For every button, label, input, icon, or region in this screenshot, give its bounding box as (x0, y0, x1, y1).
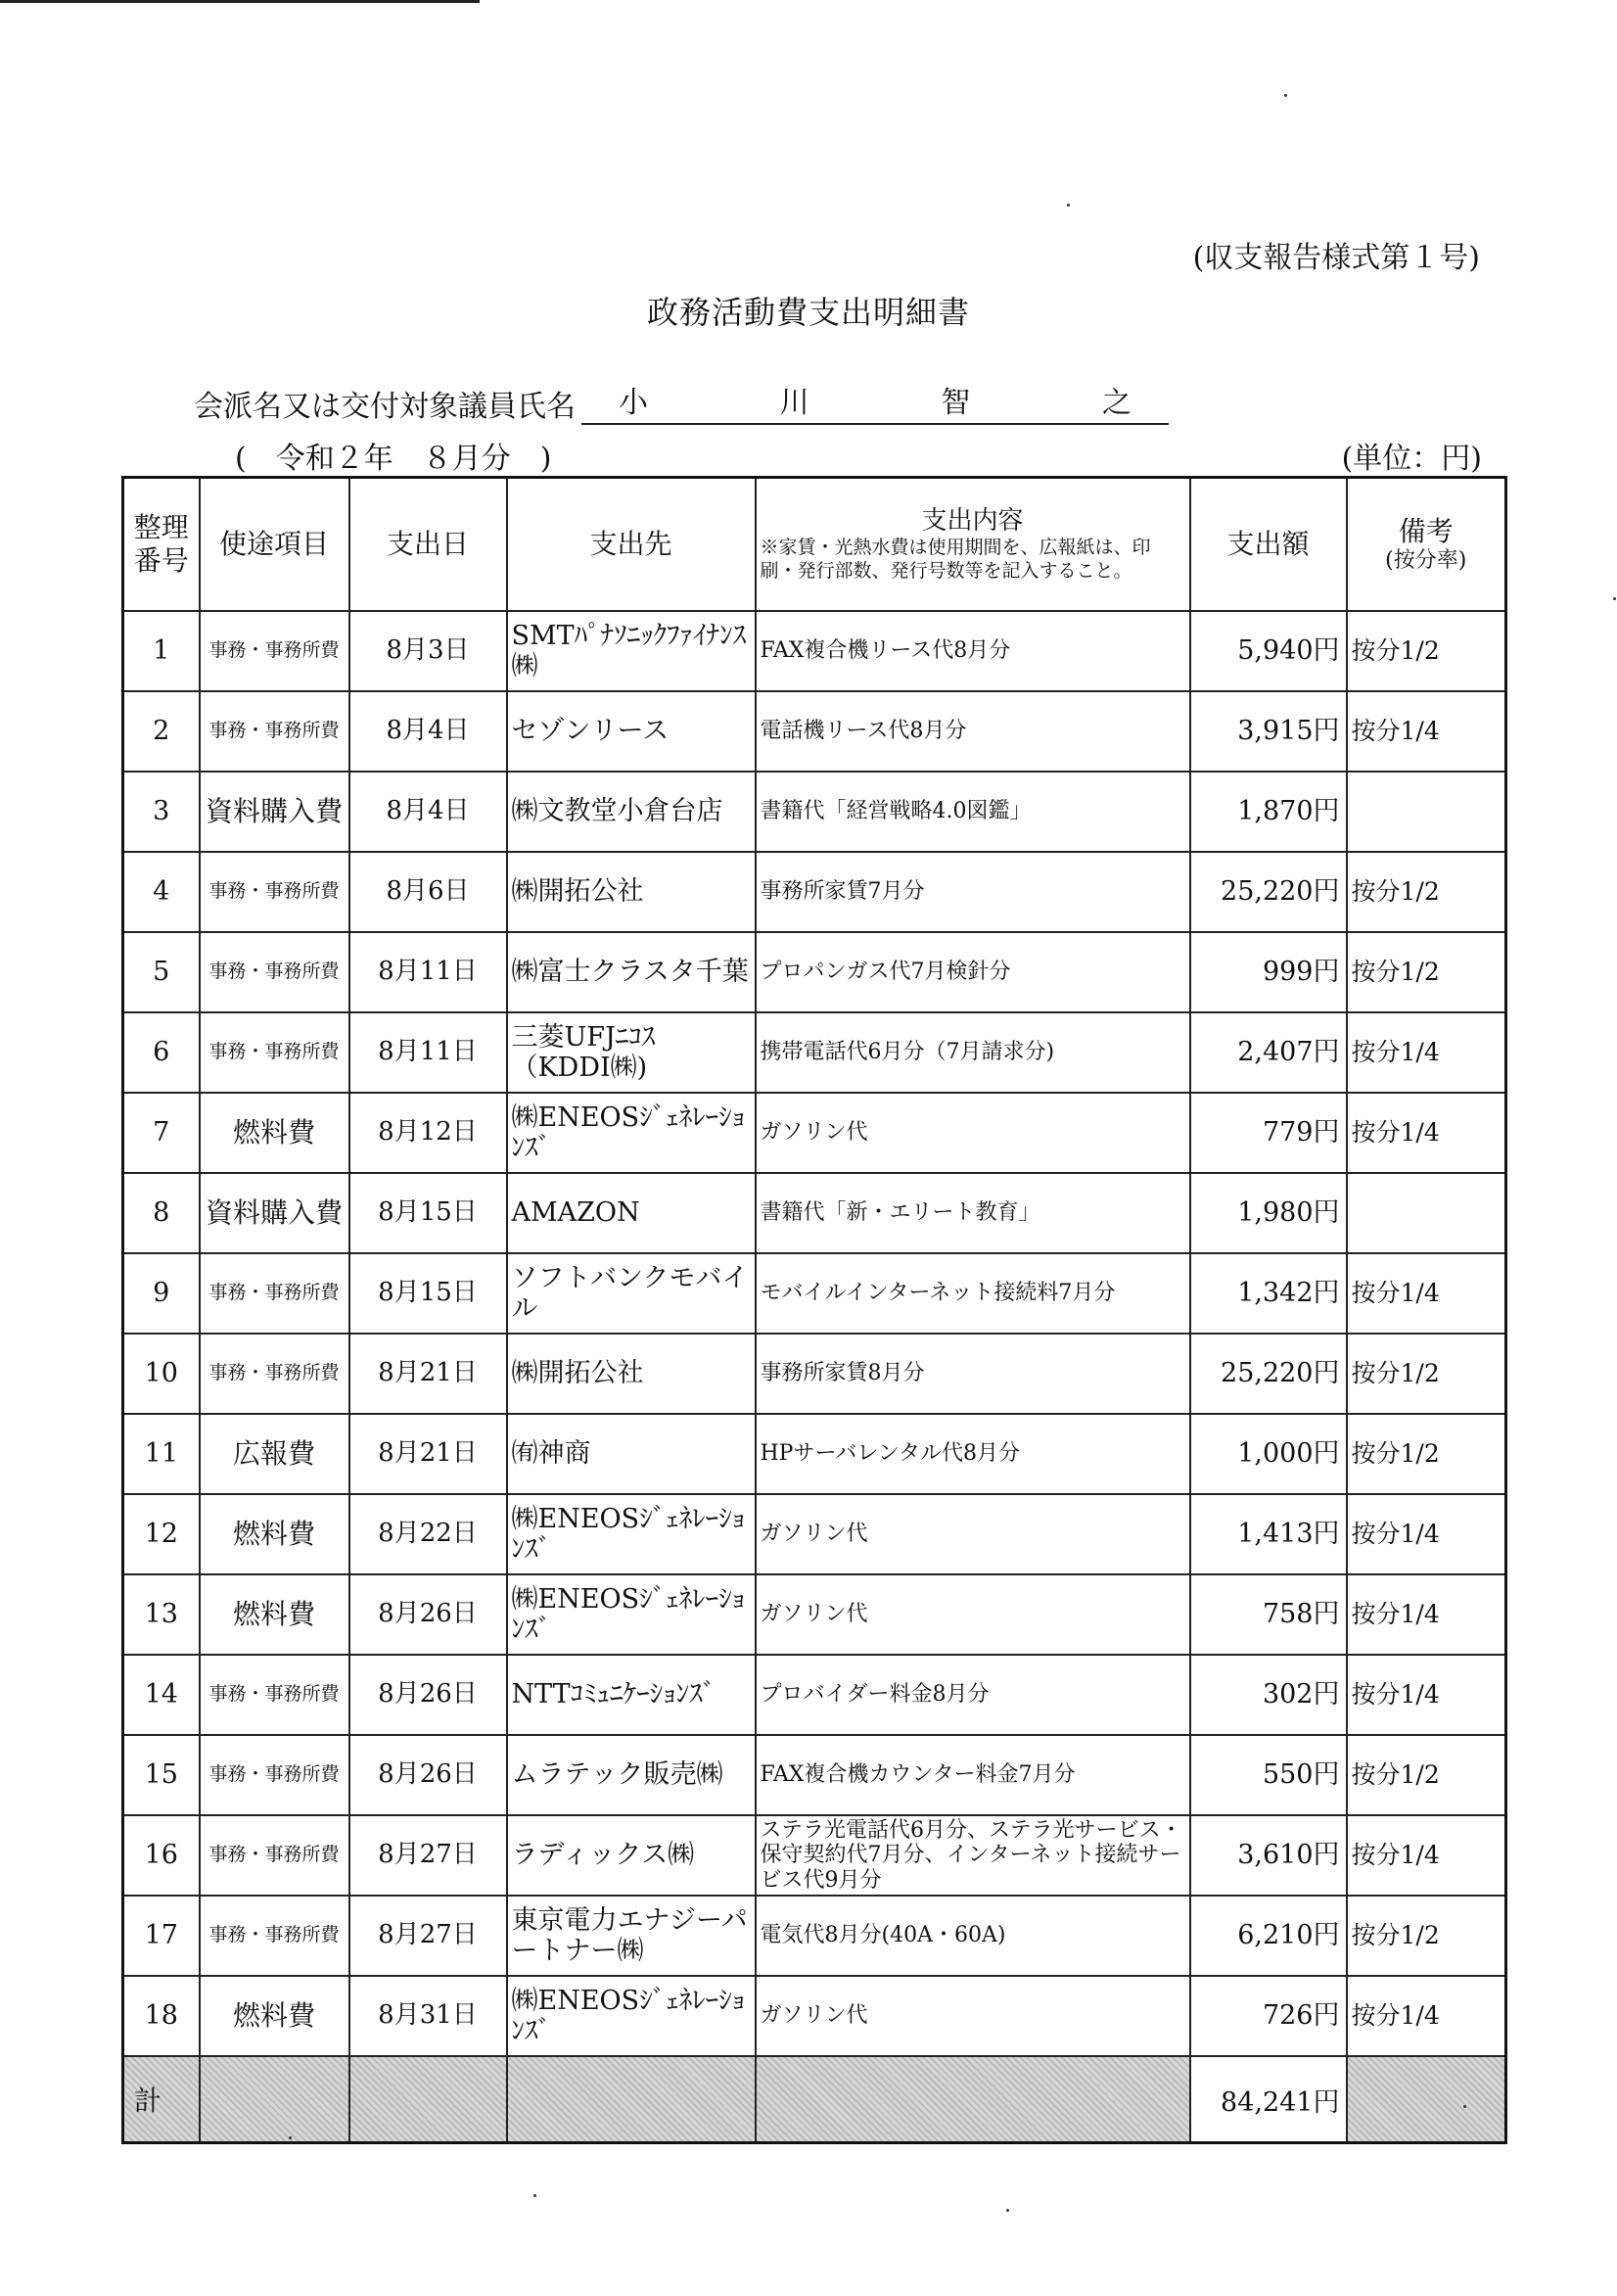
row-date: 8月21日 (349, 1334, 507, 1414)
row-number: 6 (123, 1012, 200, 1093)
row-amount: 779円 (1190, 1093, 1347, 1173)
row-number: 14 (123, 1655, 200, 1735)
row-payee: SMTﾊﾟﾅｿﾆｯｸﾌｧｲﾅﾝｽ㈱ (507, 611, 756, 691)
header-date: 支出日 (349, 478, 507, 612)
total-blank-cell (349, 2056, 507, 2143)
expense-table (121, 476, 1507, 2144)
row-category: 事務・事務所費 (200, 611, 349, 691)
row-remark: 按分1/4 (1347, 1012, 1506, 1093)
row-remark: 按分1/2 (1347, 1896, 1506, 1976)
row-amount: 726円 (1190, 1976, 1347, 2056)
total-blank-cell (200, 2056, 349, 2143)
table-row (123, 1173, 1506, 1253)
member-label: 会派名又は交付対象議員氏名 (194, 390, 576, 424)
row-amount: 5,940円 (1190, 611, 1347, 691)
scan-speck (1284, 94, 1287, 97)
top-edge-line (0, 0, 480, 3)
header-category: 使途項目 (200, 478, 349, 612)
row-category: 燃料費 (200, 1093, 349, 1173)
row-date: 8月11日 (349, 932, 507, 1012)
row-detail: ガソリン代 (756, 1494, 1190, 1574)
table-row (123, 1414, 1506, 1494)
row-date: 8月11日 (349, 1012, 507, 1093)
table-row (123, 1574, 1506, 1655)
table-row (123, 1012, 1506, 1093)
row-payee: ㈱富士クラスタ千葉 (507, 932, 756, 1012)
row-payee: AMAZON (507, 1173, 756, 1253)
member-name-char: 之 (1101, 386, 1132, 420)
row-detail: プロバイダー料金8月分 (756, 1655, 1190, 1735)
row-payee: ㈱ENEOSｼﾞｪﾈﾚｰｼｮﾝｽﾞ (507, 1976, 756, 2056)
row-detail: HPサーバレンタル代8月分 (756, 1414, 1190, 1494)
total-blank-cell (1347, 2056, 1506, 2143)
row-number: 8 (123, 1173, 200, 1253)
row-category: 事務・事務所費 (200, 852, 349, 932)
row-detail: 事務所家賃8月分 (756, 1334, 1190, 1414)
row-remark (1347, 772, 1506, 852)
row-amount: 3,610円 (1190, 1815, 1347, 1896)
row-category: 事務・事務所費 (200, 1655, 349, 1735)
row-remark: 按分1/4 (1347, 1655, 1506, 1735)
total-blank-cell (756, 2056, 1190, 2143)
row-detail: 電話機リース代8月分 (756, 691, 1190, 772)
table-row (123, 1976, 1506, 2056)
row-remark: 按分1/2 (1347, 1334, 1506, 1414)
row-amount: 3,915円 (1190, 691, 1347, 772)
scan-speck (1006, 2209, 1009, 2212)
row-date: 8月12日 (349, 1093, 507, 1173)
table-row (123, 1334, 1506, 1414)
page-title: 政務活動費支出明細書 (646, 294, 970, 331)
row-date: 8月26日 (349, 1735, 507, 1815)
row-payee: ソフトバンクモバイル (507, 1253, 756, 1334)
row-number: 13 (123, 1574, 200, 1655)
row-detail: プロパンガス代7月検針分 (756, 932, 1190, 1012)
row-number: 18 (123, 1976, 200, 2056)
row-number: 15 (123, 1735, 200, 1815)
currency-unit: (単位：円) (1341, 442, 1482, 476)
member-name-char: 智 (941, 386, 971, 420)
row-amount: 25,220円 (1190, 852, 1347, 932)
row-category: 燃料費 (200, 1494, 349, 1574)
member-name-char: 川 (779, 386, 809, 420)
table-row (123, 1253, 1506, 1334)
total-label: 計 (123, 2056, 200, 2143)
scan-speck (289, 2136, 292, 2139)
row-detail: 書籍代「新・エリート教育」 (756, 1173, 1190, 1253)
row-detail: 書籍代「経営戦略4.0図鑑」 (756, 772, 1190, 852)
row-remark: 按分1/4 (1347, 1494, 1506, 1574)
row-detail: ガソリン代 (756, 1574, 1190, 1655)
row-detail: ステラ光電話代6月分、ステラ光サービス・保守契約代7月分、インターネット接続サービス代9月分 (756, 1815, 1190, 1896)
row-date: 8月27日 (349, 1896, 507, 1976)
row-remark (1347, 1173, 1506, 1253)
table-row (123, 932, 1506, 1012)
row-amount: 2,407円 (1190, 1012, 1347, 1093)
row-payee: ㈱ENEOSｼﾞｪﾈﾚｰｼｮﾝｽﾞ (507, 1574, 756, 1655)
row-remark: 按分1/4 (1347, 1976, 1506, 2056)
scan-speck (1463, 2105, 1466, 2108)
member-name-char: 小 (619, 386, 648, 420)
table-row (123, 852, 1506, 932)
total-blank-cell (507, 2056, 756, 2143)
scan-speck (1613, 597, 1616, 600)
row-date: 8月27日 (349, 1815, 507, 1896)
row-payee: ムラテック販売㈱ (507, 1735, 756, 1815)
row-date: 8月15日 (349, 1173, 507, 1253)
table-row (123, 611, 1506, 691)
row-amount: 1,342円 (1190, 1253, 1347, 1334)
row-number: 12 (123, 1494, 200, 1574)
row-number: 2 (123, 691, 200, 772)
row-date: 8月31日 (349, 1976, 507, 2056)
header-content-note: ※家賃・光熱水費は使用期間を、広報紙は、印刷・発行部数、発行号数等を記入すること。 (760, 536, 1151, 582)
row-payee: ㈱ENEOSｼﾞｪﾈﾚｰｼｮﾝｽﾞ (507, 1093, 756, 1173)
total-amount: 84,241円 (1190, 2056, 1347, 2143)
row-remark: 按分1/4 (1347, 1574, 1506, 1655)
expense-rows (123, 611, 1506, 2056)
row-date: 8月26日 (349, 1574, 507, 1655)
row-amount: 25,220円 (1190, 1334, 1347, 1414)
row-category: 事務・事務所費 (200, 1896, 349, 1976)
row-date: 8月3日 (349, 611, 507, 691)
row-payee: ㈱ENEOSｼﾞｪﾈﾚｰｼｮﾝｽﾞ (507, 1494, 756, 1574)
table-row (123, 1735, 1506, 1815)
row-detail: 事務所家賃7月分 (756, 852, 1190, 932)
table-row (123, 1896, 1506, 1976)
row-amount: 1,000円 (1190, 1414, 1347, 1494)
row-number: 16 (123, 1815, 200, 1896)
table-row (123, 691, 1506, 772)
row-payee: ㈱文教堂小倉台店 (507, 772, 756, 852)
row-amount: 6,210円 (1190, 1896, 1347, 1976)
row-payee: 東京電力エナジーパートナー㈱ (507, 1896, 756, 1976)
total-row (123, 2056, 1506, 2143)
row-amount: 302円 (1190, 1655, 1347, 1735)
row-amount: 1,870円 (1190, 772, 1347, 852)
member-name (581, 378, 1169, 425)
row-number: 5 (123, 932, 200, 1012)
header-remarks (1347, 478, 1506, 612)
row-category: 広報費 (200, 1414, 349, 1494)
row-detail: ガソリン代 (756, 1093, 1190, 1173)
row-detail: FAX複合機カウンター料金7月分 (756, 1735, 1190, 1815)
row-date: 8月21日 (349, 1414, 507, 1494)
header-no: 整理番号 (123, 478, 200, 612)
row-remark: 按分1/2 (1347, 852, 1506, 932)
row-category: 事務・事務所費 (200, 1253, 349, 1334)
member-row (194, 378, 1169, 425)
row-category: 事務・事務所費 (200, 1815, 349, 1896)
row-amount: 550円 (1190, 1735, 1347, 1815)
row-date: 8月4日 (349, 691, 507, 772)
row-detail: ガソリン代 (756, 1976, 1190, 2056)
row-date: 8月15日 (349, 1253, 507, 1334)
row-remark: 按分1/2 (1347, 1414, 1506, 1494)
row-payee: NTTｺﾐｭﾆｹｰｼｮﾝｽﾞ (507, 1655, 756, 1735)
row-remark: 按分1/2 (1347, 932, 1506, 1012)
header-amount: 支出額 (1190, 478, 1347, 612)
form-number: (収支報告様式第１号) (1192, 241, 1480, 275)
row-date: 8月6日 (349, 852, 507, 932)
row-remark: 按分1/2 (1347, 1735, 1506, 1815)
row-category: 事務・事務所費 (200, 691, 349, 772)
row-category: 資料購入費 (200, 772, 349, 852)
header-remarks-title: 備考 (1398, 515, 1454, 547)
row-date: 8月4日 (349, 772, 507, 852)
row-payee: セゾンリース (507, 691, 756, 772)
row-detail: FAX複合機リース代8月分 (756, 611, 1190, 691)
scan-speck (1067, 204, 1070, 207)
table-row (123, 1093, 1506, 1173)
header-content-title: 支出内容 (921, 505, 1024, 536)
row-number: 3 (123, 772, 200, 852)
row-payee: ㈱開拓公社 (507, 1334, 756, 1414)
scan-speck (533, 2194, 536, 2197)
header-remarks-sub: (按分率) (1385, 547, 1467, 573)
row-category: 事務・事務所費 (200, 1334, 349, 1414)
header-row (123, 478, 1506, 612)
row-payee: ㈲神商 (507, 1414, 756, 1494)
row-amount: 999円 (1190, 932, 1347, 1012)
table-row (123, 1494, 1506, 1574)
row-number: 10 (123, 1334, 200, 1414)
row-remark: 按分1/4 (1347, 1093, 1506, 1173)
row-category: 事務・事務所費 (200, 1735, 349, 1815)
row-remark: 按分1/4 (1347, 1253, 1506, 1334)
row-amount: 1,980円 (1190, 1173, 1347, 1253)
reporting-period: ( 令和２年 ８月分 ) (235, 442, 552, 476)
row-number: 9 (123, 1253, 200, 1334)
row-date: 8月22日 (349, 1494, 507, 1574)
row-category: 事務・事務所費 (200, 932, 349, 1012)
row-number: 7 (123, 1093, 200, 1173)
row-category: 燃料費 (200, 1574, 349, 1655)
row-number: 17 (123, 1896, 200, 1976)
table-row (123, 1655, 1506, 1735)
table-row (123, 1815, 1506, 1896)
row-detail: モバイルインターネット接続料7月分 (756, 1253, 1190, 1334)
row-category: 資料購入費 (200, 1173, 349, 1253)
row-category: 燃料費 (200, 1976, 349, 2056)
row-detail: 携帯電話代6月分（7月請求分) (756, 1012, 1190, 1093)
row-date: 8月26日 (349, 1655, 507, 1735)
row-number: 4 (123, 852, 200, 932)
row-number: 1 (123, 611, 200, 691)
table-row (123, 772, 1506, 852)
row-category: 事務・事務所費 (200, 1012, 349, 1093)
row-detail: 電気代8月分(40A・60A) (756, 1896, 1190, 1976)
row-payee: ㈱開拓公社 (507, 852, 756, 932)
row-remark: 按分1/2 (1347, 611, 1506, 691)
row-remark: 按分1/4 (1347, 691, 1506, 772)
row-payee: ラディックス㈱ (507, 1815, 756, 1896)
header-payee: 支出先 (507, 478, 756, 612)
row-number: 11 (123, 1414, 200, 1494)
header-content (756, 478, 1190, 612)
row-payee: 三菱UFJﾆｺｽ（KDDI㈱) (507, 1012, 756, 1093)
row-amount: 758円 (1190, 1574, 1347, 1655)
row-amount: 1,413円 (1190, 1494, 1347, 1574)
row-remark: 按分1/4 (1347, 1815, 1506, 1896)
